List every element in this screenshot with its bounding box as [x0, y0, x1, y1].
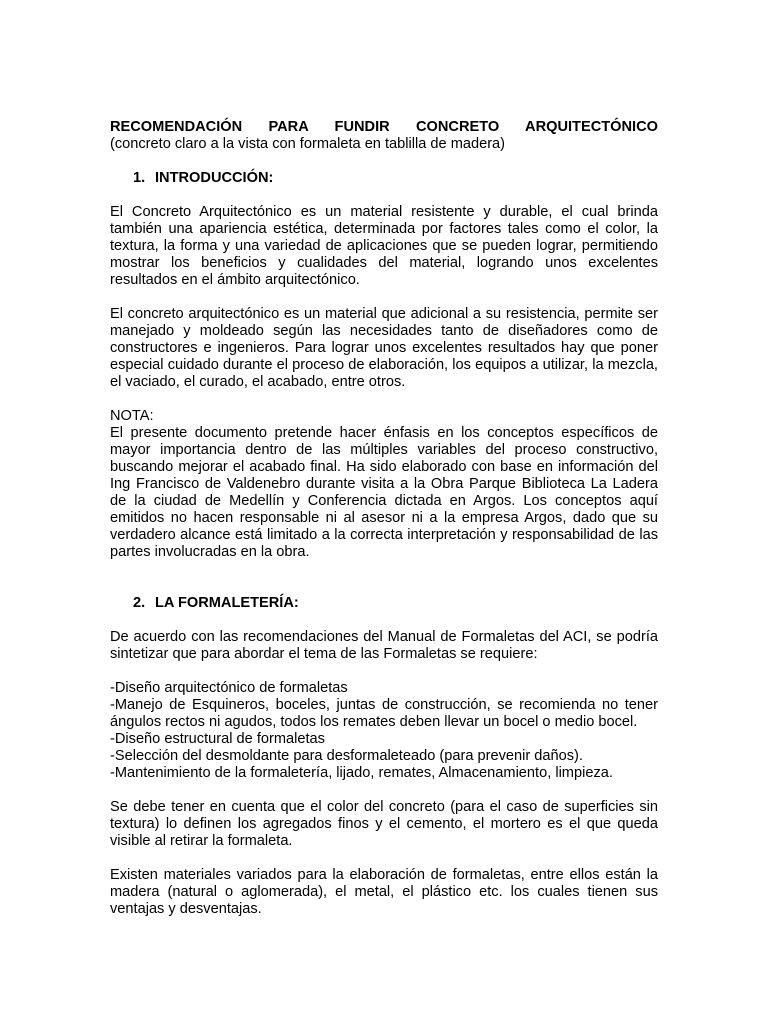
- document-title: RECOMENDACIÓN PARA FUNDIR CONCRETO ARQUITECTÓNICO: [110, 119, 658, 135]
- note-text: El presente documento pretende hacer énfasis en los conceptos específicos de mayor importancia dentro de las múltiples variables del proceso constructivo, buscando mejorar el acabado final. Ha sido elaborado con base en información del Ing Francisco de Valdenebro durante visita a la Obra Parque Biblioteca La Ladera de la ciudad de Medellín y Conferencia dictada en Argos. Los conceptos aquí emitidos no hacen responsable ni al asesor ni a la empresa Argos, dado que su verdadero alcance está limitado a la correcta interpretación y responsabilidad de las partes involucradas en la obra.: [110, 425, 658, 560]
- formaleteria-intro: De acuerdo con las recomendaciones del Manual de Formaletas del ACI, se podría sintetizar que para abordar el tema de las Formaletas se requiere:: [110, 629, 658, 662]
- intro-paragraph-1: El Concreto Arquitectónico es un material resistente y durable, el cual brinda también una apariencia estética, determinada por factores tales como el color, la textura, la forma y una variedad de aplicaciones que se pueden lograr, permitiendo mostrar los beneficios y cualidades del material, logrando unos excelentes resultados en el ámbito arquitectónico.: [110, 204, 658, 288]
- section-2-heading: [110, 595, 658, 612]
- section-1-heading: [110, 170, 658, 187]
- section-1-title: INTRODUCCIÓN:: [155, 170, 274, 186]
- list-item: -Diseño arquitectónico de formaletas: [110, 680, 348, 696]
- note-label: NOTA:: [110, 408, 154, 424]
- color-paragraph: Se debe tener en cuenta que el color del concreto (para el caso de superficies sin textura) lo definen los agregados finos y el cemento, el mortero es el que queda visible al retirar la formaleta.: [110, 799, 658, 849]
- document-page: [110, 119, 658, 918]
- requirements-list: [110, 680, 658, 782]
- document-subtitle: (concreto claro a la vista con formaleta en tablilla de madera): [110, 136, 506, 152]
- section-2-number: 2.: [133, 595, 146, 611]
- section-1-number: 1.: [133, 170, 146, 186]
- list-item: -Selección del desmoldante para desformaleteado (para prevenir daños).: [110, 748, 583, 764]
- list-item: -Mantenimiento de la formaletería, lijado, remates, Almacenamiento, limpieza.: [110, 765, 613, 781]
- intro-paragraph-2: El concreto arquitectónico es un material que adicional a su resistencia, permite ser manejado y moldeado según las necesidades tanto de diseñadores como de constructores e ingenieros. Para lograr unos excelentes resultados hay que poner especial cuidado durante el proceso de elaboración, los equipos a utilizar, la mezcla, el vaciado, el curado, el acabado, entre otros.: [110, 306, 658, 390]
- list-item: -Manejo de Esquineros, boceles, juntas de construcción, se recomienda no tener ángulos rectos ni agudos, todos los remates deben llevar un bocel o medio bocel.: [110, 697, 658, 730]
- list-item: -Diseño estructural de formaletas: [110, 731, 325, 747]
- section-2-title: LA FORMALETERÍA:: [155, 595, 299, 611]
- materials-paragraph: Existen materiales variados para la elaboración de formaletas, entre ellos están la madera (natural o aglomerada), el metal, el plástico etc. los cuales tienen sus ventajas y desventajas.: [110, 867, 658, 917]
